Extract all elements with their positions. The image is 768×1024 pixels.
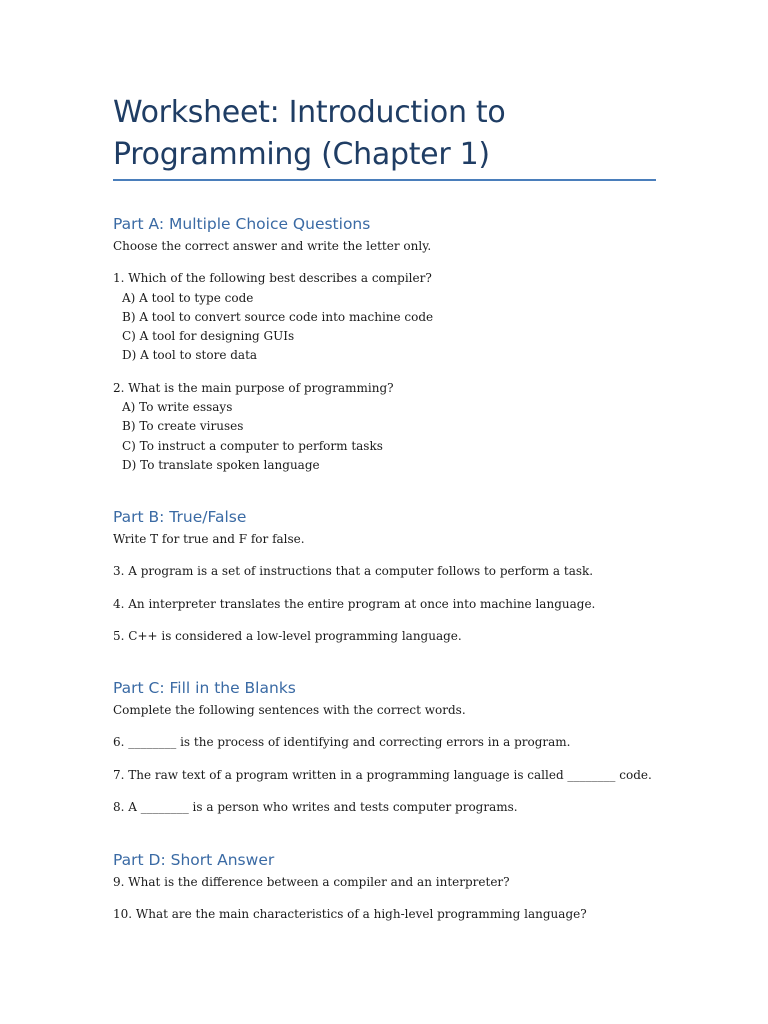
question-2-option-a: A) To write essays — [122, 400, 233, 415]
title-divider — [113, 179, 656, 181]
part-b-heading: Part B: True/False — [113, 508, 247, 526]
question-2-option-d: D) To translate spoken language — [122, 457, 320, 472]
question-2-option-b: B) To create viruses — [122, 419, 244, 434]
question-9: 9. What is the difference between a compiler and an interpreter? — [113, 875, 510, 889]
part-c-section — [113, 678, 656, 817]
question-8: 8. A ________ is a person who writes and tests computer programs. — [113, 799, 518, 814]
question-1-option-d: D) A tool to store data — [122, 348, 258, 363]
question-1-option-a: A) A tool to type code — [122, 290, 254, 305]
page-title — [113, 92, 656, 176]
question-1-option-b: B) A tool to convert source code into machine code — [122, 309, 434, 324]
part-a-heading: Part A: Multiple Choice Questions — [113, 215, 371, 233]
question-1-option-c: C) A tool for designing GUIs — [122, 329, 295, 344]
question-5: 5. C++ is considered a low-level programming language. — [113, 628, 462, 643]
page-title-line-2: Programming (Chapter 1) — [113, 137, 490, 172]
question-10: 10. What are the main characteristics of a high-level programming language? — [113, 907, 587, 922]
part-c-instruction: Complete the following sentences with the correct words. — [113, 703, 466, 717]
part-a-instruction: Choose the correct answer and write the letter only. — [113, 239, 432, 253]
question-7: 7. The raw text of a program written in a programming language is called ________ code. — [113, 767, 652, 782]
question-3: 3. A program is a set of instructions that a computer follows to perform a task. — [113, 564, 594, 579]
question-2-option-c: C) To instruct a computer to perform tasks — [122, 438, 383, 453]
part-b-instruction: Write T for true and F for false. — [113, 532, 305, 546]
part-d-heading: Part D: Short Answer — [113, 851, 275, 869]
question-4: 4. An interpreter translates the entire program at once into machine language. — [113, 596, 596, 611]
part-c-heading: Part C: Fill in the Blanks — [113, 679, 296, 697]
question-6: 6. ________ is the process of identifying and correcting errors in a program. — [113, 735, 571, 750]
question-2: 2. What is the main purpose of programming? — [113, 380, 394, 395]
part-d-section — [113, 850, 656, 925]
page-title-line-1: Worksheet: Introduction to — [113, 95, 506, 130]
part-b-section — [113, 507, 656, 646]
part-a-section — [113, 214, 656, 475]
question-1: 1. Which of the following best describes a compiler? — [113, 271, 432, 286]
